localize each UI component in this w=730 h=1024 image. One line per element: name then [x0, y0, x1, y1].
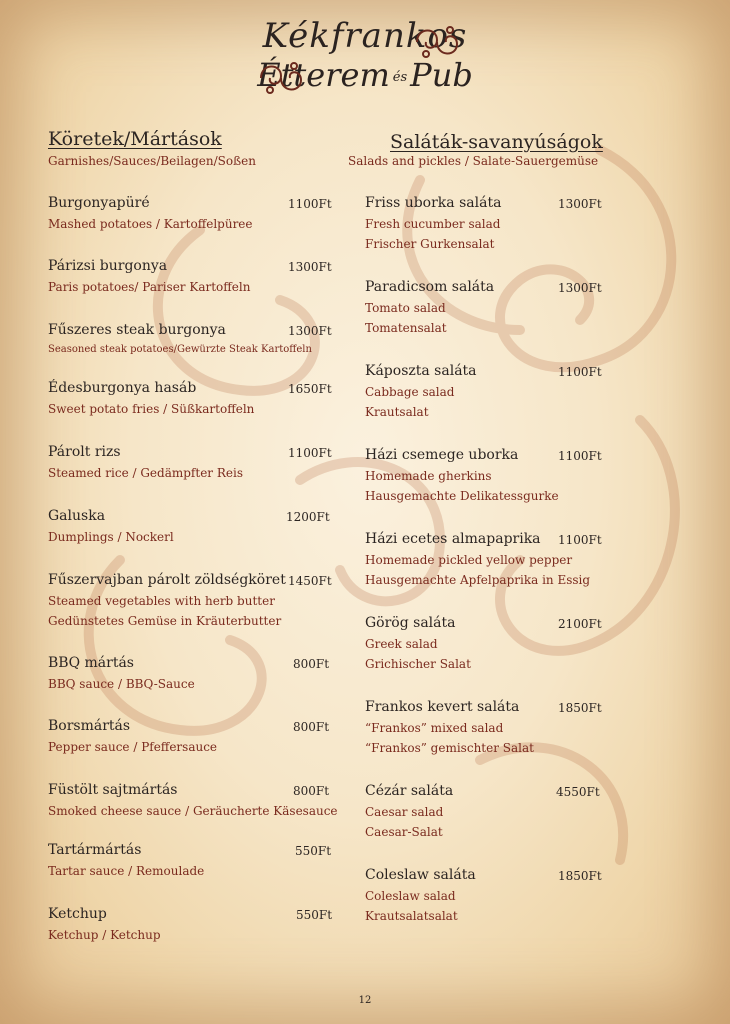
menu-item-name: Görög saláta: [365, 615, 456, 631]
menu-item-description: Krautsalat: [365, 405, 429, 419]
menu-item-price: 800Ft: [293, 784, 330, 798]
menu-item-price: 2100Ft: [558, 617, 602, 631]
menu-item-price: 1300Ft: [288, 260, 332, 274]
menu-item-price: 1450Ft: [288, 574, 332, 588]
right-section-subtitle: Salads and pickles / Salate-Sauergemüse: [348, 154, 599, 168]
menu-item-name: Burgonyapüré: [48, 195, 150, 211]
logo-word-etterem: Étterem: [257, 56, 390, 94]
menu-item-price: 1100Ft: [558, 365, 602, 379]
left-section-subtitle: Garnishes/Sauces/Beilagen/Soßen: [48, 154, 256, 168]
logo-word-es: és: [392, 69, 408, 85]
menu-item-price: 800Ft: [293, 720, 330, 734]
menu-item-description: Homemade pickled yellow pepper: [365, 553, 573, 567]
menu-item-description: BBQ sauce / BBQ-Sauce: [48, 677, 195, 691]
menu-item-price: 1300Ft: [558, 197, 602, 211]
menu-item-description: Cabbage salad: [365, 385, 455, 399]
menu-item-price: 1850Ft: [558, 701, 602, 715]
right-section-title: Saláták-savanyúságok: [390, 131, 603, 153]
menu-item-description: Caesar-Salat: [365, 825, 443, 839]
logo-word-pub: Pub: [410, 56, 473, 94]
menu-item-description: “Frankos” gemischter Salat: [365, 741, 534, 755]
menu-item-name: Fűszeres steak burgonya: [48, 322, 226, 338]
menu-item-price: 1100Ft: [288, 197, 332, 211]
menu-item-description: “Frankos” mixed salad: [365, 721, 504, 735]
menu-item-name: Cézár saláta: [365, 783, 454, 799]
menu-item-price: 4550Ft: [556, 785, 600, 799]
menu-item-description: Coleslaw salad: [365, 889, 456, 903]
menu-item-name: Friss uborka saláta: [365, 195, 502, 211]
menu-item-price: 800Ft: [293, 657, 330, 671]
menu-item-description: Ketchup / Ketchup: [48, 928, 161, 942]
menu-item-description: Steamed vegetables with herb butter: [48, 594, 275, 608]
menu-item-description: Hausgemachte Delikatessgurke: [365, 489, 559, 503]
menu-item-name: Édesburgonya hasáb: [48, 380, 197, 396]
menu-item-description: Gedünstetes Gemüse in Kräuterbutter: [48, 614, 282, 628]
restaurant-logo: [0, 16, 730, 97]
menu-item-price: 1300Ft: [558, 281, 602, 295]
menu-item-price: 1200Ft: [286, 510, 330, 524]
menu-item-description: Frischer Gurkensalat: [365, 237, 495, 251]
menu-item-description: Seasoned steak potatoes/Gewürzte Steak Kartoffeln: [48, 344, 312, 355]
menu-item-name: Coleslaw saláta: [365, 867, 476, 883]
menu-item-description: Dumplings / Nockerl: [48, 530, 174, 544]
menu-item-price: 550Ft: [295, 844, 332, 858]
menu-item-description: Pepper sauce / Pfeffersauce: [48, 740, 218, 754]
menu-item-description: Sweet potato fries / Süßkartoffeln: [48, 402, 255, 416]
menu-item-description: Grichischer Salat: [365, 657, 471, 671]
menu-item-name: Házi ecetes almapaprika: [365, 531, 541, 547]
menu-item-name: Fűszervajban párolt zöldségköret: [48, 572, 286, 588]
menu-item-name: Káposzta saláta: [365, 363, 477, 379]
menu-item-description: Steamed rice / Gedämpfter Reis: [48, 466, 243, 480]
menu-item-name: Párolt rizs: [48, 444, 121, 460]
menu-item-description: Tartar sauce / Remoulade: [48, 864, 205, 878]
menu-item-name: Galuska: [48, 508, 106, 524]
menu-item-name: Tartármártás: [48, 842, 142, 858]
left-section-title: Köretek/Mártások: [48, 128, 222, 150]
menu-item-description: Hausgemachte Apfelpaprika in Essig: [365, 573, 591, 587]
menu-item-name: Paradicsom saláta: [365, 279, 495, 295]
menu-item-price: 1100Ft: [558, 449, 602, 463]
menu-item-name: Házi csemege uborka: [365, 447, 519, 463]
menu-item-description: Homemade gherkins: [365, 469, 492, 483]
menu-item-price: 1100Ft: [288, 446, 332, 460]
menu-item-name: Füstölt sajtmártás: [48, 782, 178, 798]
menu-item-description: Tomato salad: [365, 301, 446, 315]
menu-item-price: 1300Ft: [288, 324, 332, 338]
menu-item-price: 1850Ft: [558, 869, 602, 883]
menu-item-price: 550Ft: [296, 908, 333, 922]
menu-item-price: 1100Ft: [558, 533, 602, 547]
flourish-ornament-left-icon: [256, 58, 306, 98]
menu-item-description: Mashed potatoes / Kartoffelpüree: [48, 217, 253, 231]
menu-item-name: Frankos kevert saláta: [365, 699, 520, 715]
menu-item-price: 1650Ft: [288, 382, 332, 396]
logo-line-2: [0, 56, 730, 97]
menu-item-description: Greek salad: [365, 637, 438, 651]
menu-item-description: Tomatensalat: [365, 321, 447, 335]
menu-item-description: Paris potatoes/ Pariser Kartoffeln: [48, 280, 251, 294]
menu-item-description: Krautsalatsalat: [365, 909, 458, 923]
menu-item-name: BBQ mártás: [48, 655, 134, 671]
menu-item-description: Smoked cheese sauce / Geräucherte Käsesauce: [48, 804, 338, 818]
page-number: 12: [358, 995, 372, 1006]
menu-item-description: Fresh cucumber salad: [365, 217, 501, 231]
menu-item-name: Borsmártás: [48, 718, 131, 734]
flourish-ornament-top-right-icon: [412, 22, 462, 62]
menu-item-name: Ketchup: [48, 906, 107, 922]
menu-item-description: Caesar salad: [365, 805, 444, 819]
logo-line-1: Kékfrankos: [262, 16, 468, 56]
menu-item-name: Párizsi burgonya: [48, 258, 168, 274]
